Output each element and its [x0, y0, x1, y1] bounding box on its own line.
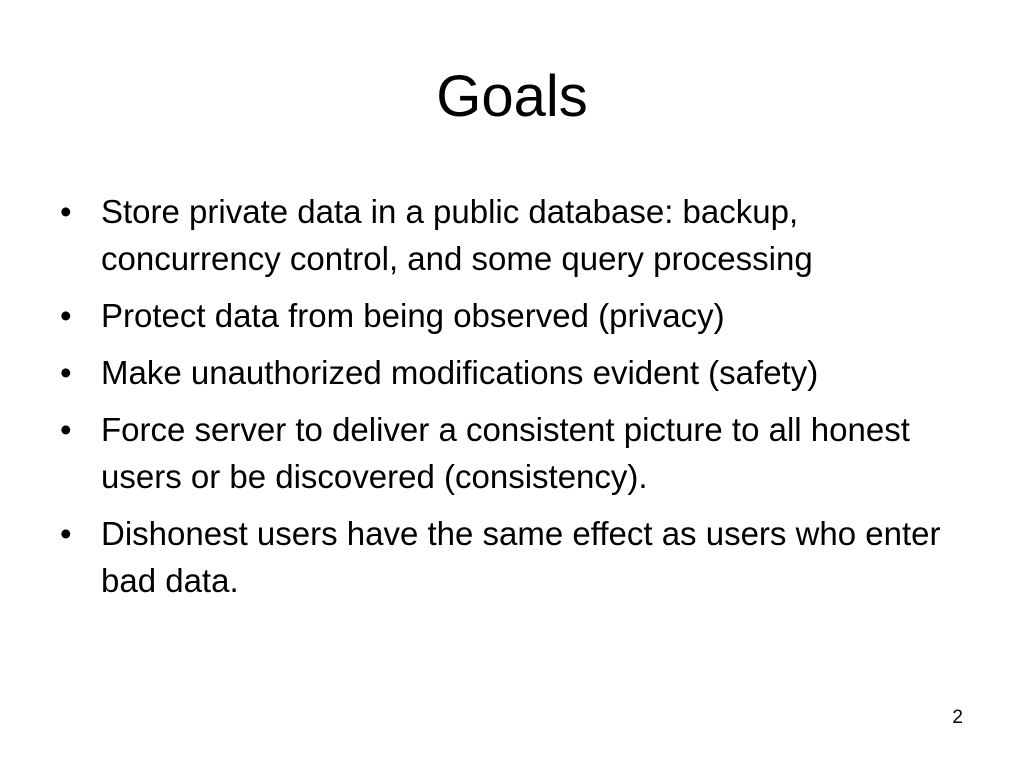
bullet-marker: •	[60, 297, 72, 334]
bullet-marker: •	[60, 193, 72, 230]
bullet-text: Protect data from being observed (privacy)	[101, 297, 725, 334]
slide-title: Goals	[436, 64, 588, 129]
bullet-marker: •	[60, 411, 72, 448]
bullet-list	[60, 188, 980, 614]
page-number: 2	[952, 707, 963, 728]
bullet-item	[60, 406, 980, 500]
bullet-item	[60, 292, 980, 339]
bullet-text: Make unauthorized modifications evident (safety)	[101, 354, 819, 391]
bullet-text: Store private data in a public database: backup, concurrency control, and some query processing	[101, 193, 813, 277]
bullet-marker: •	[60, 354, 72, 391]
bullet-item	[60, 188, 980, 282]
bullet-text: Force server to deliver a consistent picture to all honest users or be discovered (consistency).	[101, 411, 910, 495]
bullet-text: Dishonest users have the same effect as users who enter bad data.	[101, 515, 941, 599]
bullet-marker: •	[60, 515, 72, 552]
bullet-item	[60, 510, 980, 604]
bullet-item	[60, 349, 980, 396]
